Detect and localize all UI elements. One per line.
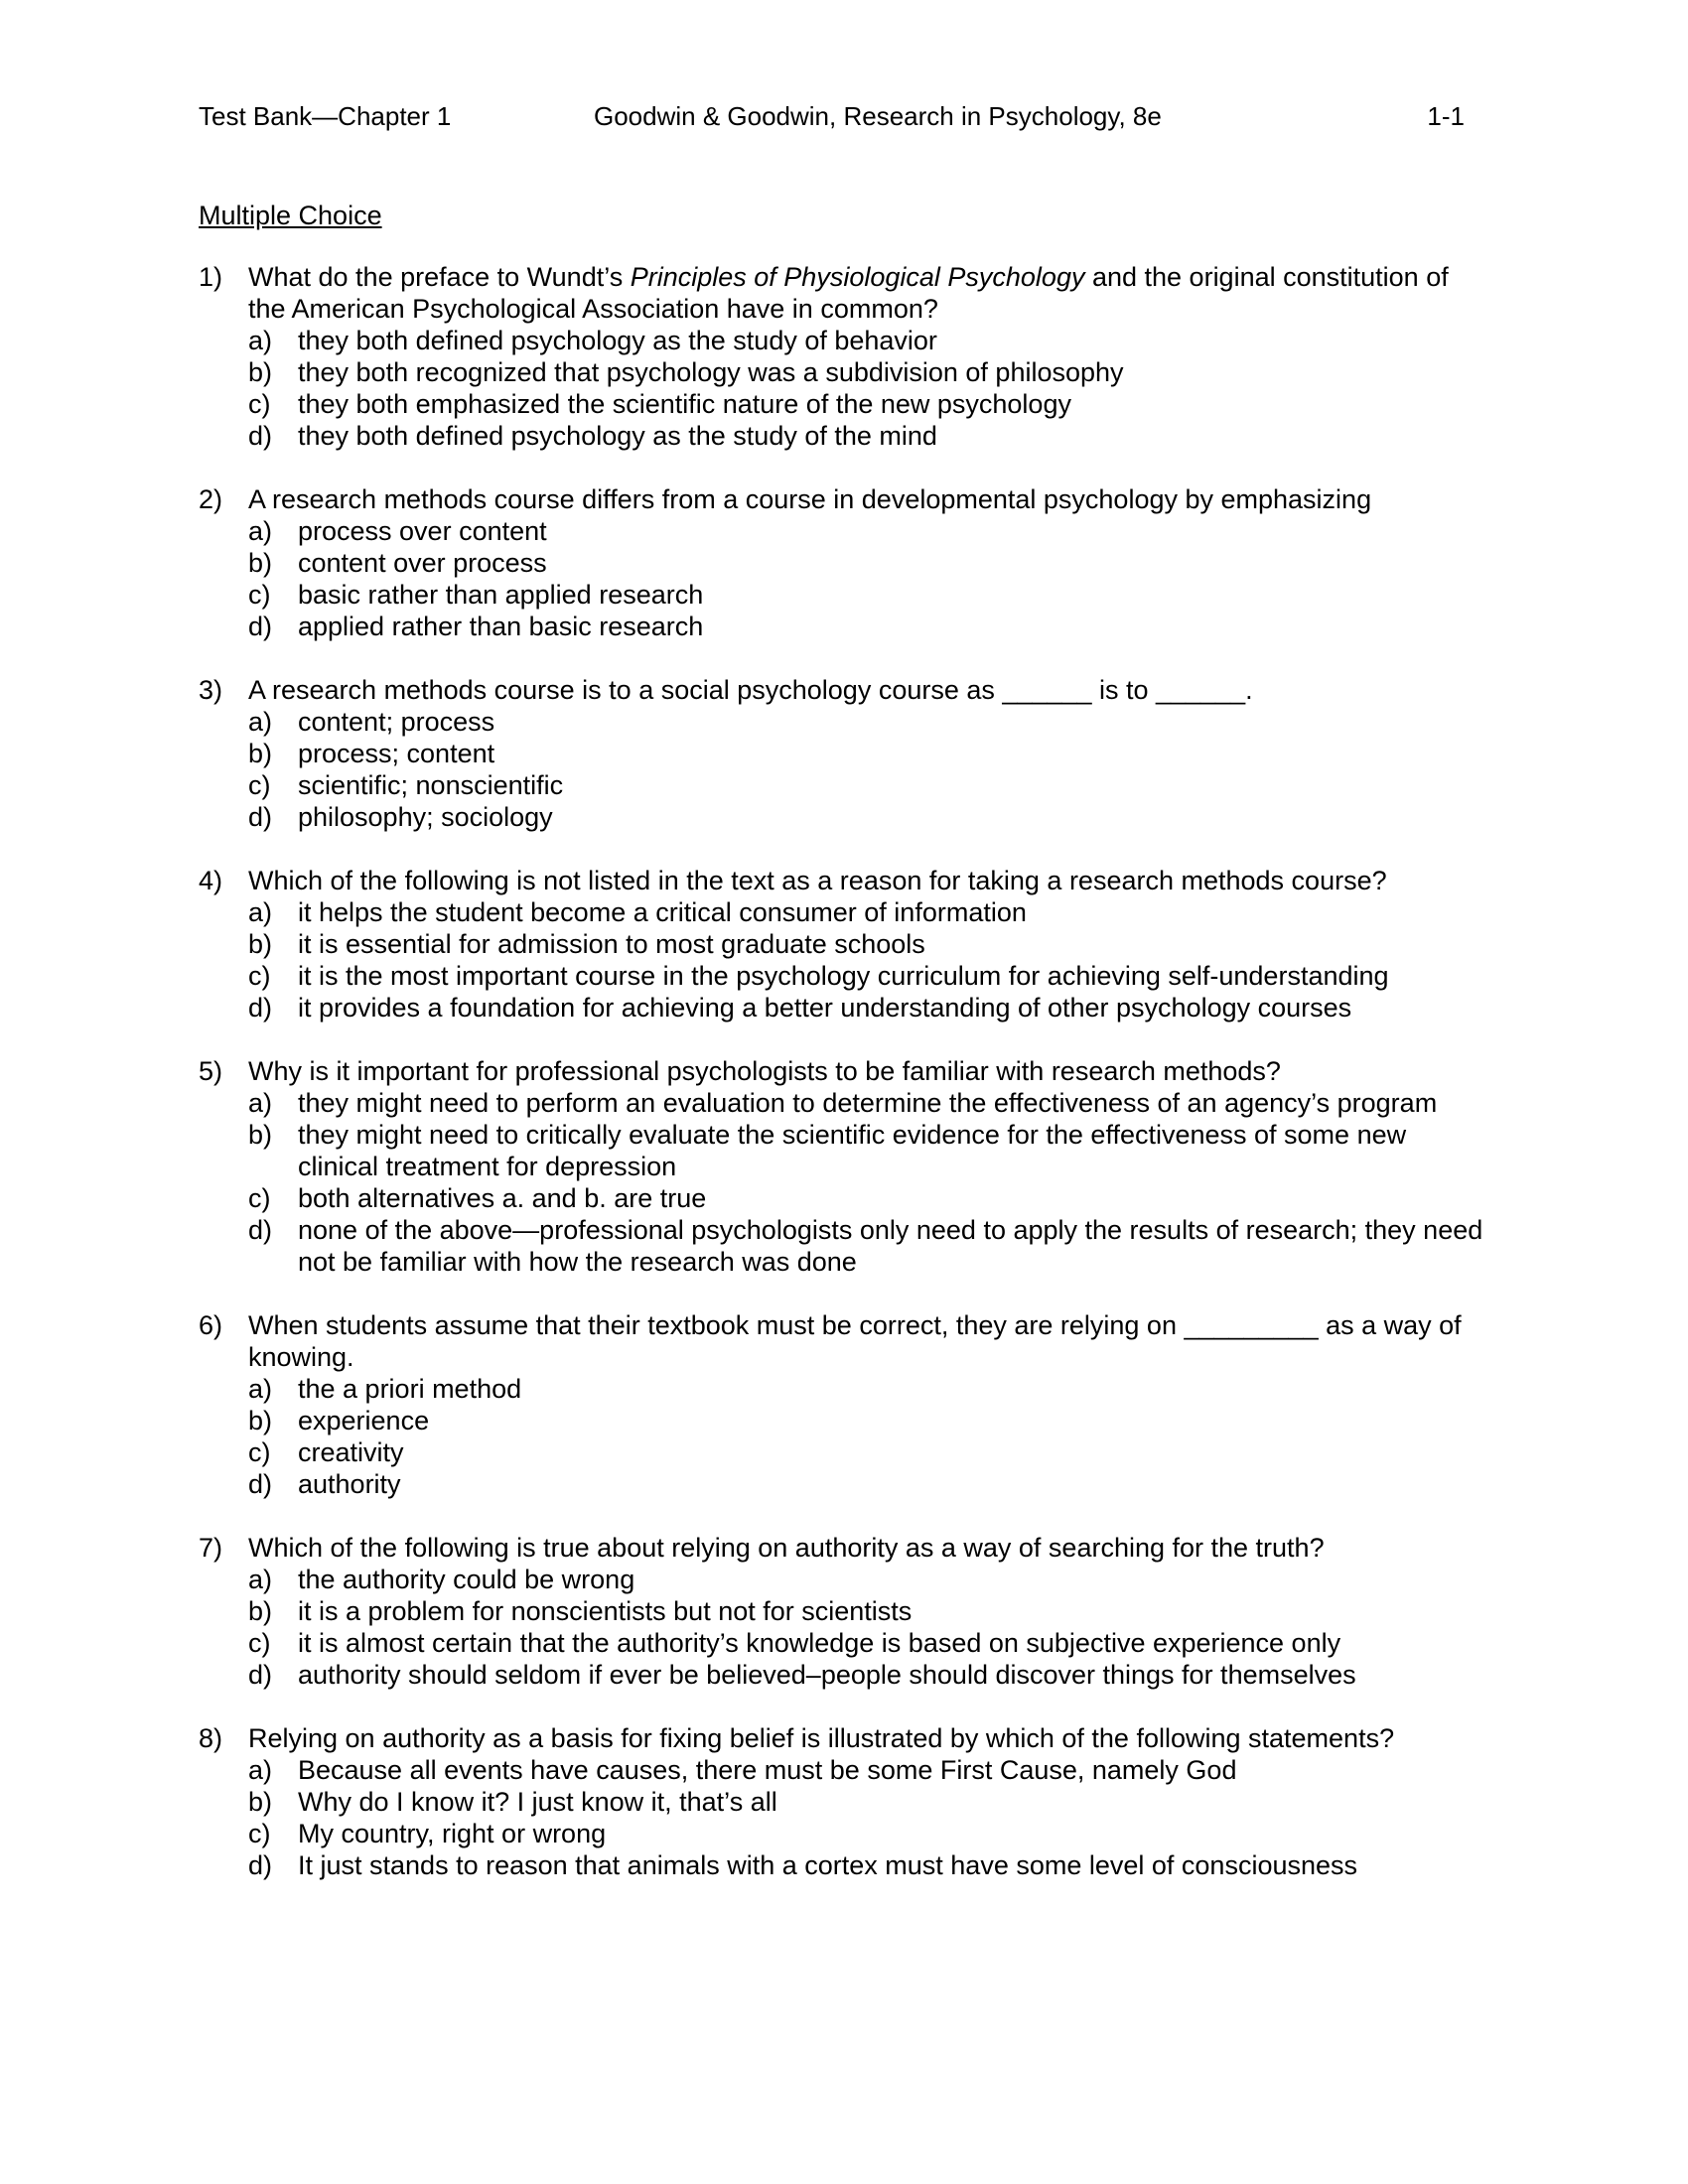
option-text: scientific; nonscientific <box>298 770 564 800</box>
question-list <box>199 261 1489 1913</box>
option-a <box>199 515 1489 547</box>
option-text: authority <box>298 1469 401 1499</box>
question-number: 4) <box>199 866 223 895</box>
question-3 <box>199 674 1489 833</box>
option-b <box>199 356 1489 388</box>
option-text: they both defined psychology as the study of the mind <box>298 421 937 451</box>
question-5 <box>199 1055 1489 1278</box>
option-text: content; process <box>298 707 495 737</box>
header-book-title: Goodwin & Goodwin, Research in Psychology, 8e <box>594 101 1162 131</box>
option-letter: c) <box>248 1183 271 1213</box>
option-d <box>199 420 1489 452</box>
option-letter: a) <box>248 516 273 546</box>
option-text: they might need to critically evaluate the scientific evidence for the effectiveness of some new clinical treatment for depression <box>298 1120 1407 1181</box>
book-title-italic: Principles of Physiological Psychology <box>630 262 1085 292</box>
option-letter: a) <box>248 707 273 737</box>
page-header <box>199 99 1465 133</box>
question-number: 7) <box>199 1533 223 1563</box>
option-letter: a) <box>248 1755 273 1785</box>
question-stem <box>199 1309 1489 1373</box>
option-text: they might need to perform an evaluation to determine the effectiveness of an agency’s program <box>298 1088 1438 1118</box>
question-2 <box>199 483 1489 642</box>
header-page-number: 1-1 <box>1427 101 1465 131</box>
stem-text: A research methods course differs from a course in developmental psychology by emphasizing <box>248 484 1372 514</box>
option-c <box>199 960 1489 992</box>
stem-text: Which of the following is not listed in the text as a reason for taking a research methods course? <box>248 866 1387 895</box>
option-letter: d) <box>248 993 273 1023</box>
question-number: 1) <box>199 262 223 292</box>
question-stem <box>199 674 1489 706</box>
option-text: it provides a foundation for achieving a better understanding of other psychology courses <box>298 993 1352 1023</box>
option-a <box>199 1087 1489 1119</box>
option-text: applied rather than basic research <box>298 612 704 641</box>
option-text: both alternatives a. and b. are true <box>298 1183 707 1213</box>
option-b <box>199 1595 1489 1627</box>
option-letter: c) <box>248 961 271 991</box>
option-letter: c) <box>248 1628 271 1658</box>
option-letter: d) <box>248 1469 273 1499</box>
question-6 <box>199 1309 1489 1500</box>
option-text: it is almost certain that the authority’s knowledge is based on subjective experience only <box>298 1628 1341 1658</box>
option-text: authority should seldom if ever be believed–people should discover things for themselves <box>298 1660 1356 1690</box>
option-text: Because all events have causes, there must be some First Cause, namely God <box>298 1755 1237 1785</box>
option-d <box>199 1214 1489 1278</box>
option-d <box>199 1468 1489 1500</box>
option-b <box>199 738 1489 769</box>
option-text: process; content <box>298 739 495 768</box>
option-text: content over process <box>298 548 547 578</box>
option-c <box>199 1627 1489 1659</box>
option-letter: d) <box>248 1215 273 1245</box>
option-d <box>199 611 1489 642</box>
stem-text: A research methods course is to a social psychology course as ______ is to ______. <box>248 675 1253 705</box>
option-letter: b) <box>248 739 273 768</box>
option-b <box>199 547 1489 579</box>
option-d <box>199 1659 1489 1691</box>
option-letter: b) <box>248 929 273 959</box>
option-letter: b) <box>248 1120 273 1150</box>
question-8 <box>199 1722 1489 1881</box>
stem-text: Relying on authority as a basis for fixing belief is illustrated by which of the following statements? <box>248 1723 1395 1753</box>
option-text: they both emphasized the scientific nature of the new psychology <box>298 389 1071 419</box>
question-4 <box>199 865 1489 1024</box>
option-text: it is a problem for nonscientists but not for scientists <box>298 1596 913 1626</box>
option-letter: b) <box>248 548 273 578</box>
option-letter: d) <box>248 1660 273 1690</box>
option-letter: d) <box>248 612 273 641</box>
option-text: creativity <box>298 1437 404 1467</box>
option-letter: c) <box>248 580 271 610</box>
question-number: 6) <box>199 1310 223 1340</box>
option-c <box>199 579 1489 611</box>
option-letter: b) <box>248 1406 273 1435</box>
option-text: none of the above—professional psychologists only need to apply the results of research; they need not be familiar with how the research was done <box>298 1215 1483 1277</box>
option-text: philosophy; sociology <box>298 802 553 832</box>
question-7 <box>199 1532 1489 1691</box>
option-c <box>199 1182 1489 1214</box>
question-stem <box>199 1055 1489 1087</box>
option-letter: c) <box>248 1819 271 1848</box>
option-a <box>199 1373 1489 1405</box>
option-letter: d) <box>248 802 273 832</box>
question-stem <box>199 1532 1489 1564</box>
option-d <box>199 1849 1489 1881</box>
option-b <box>199 928 1489 960</box>
option-text: Why do I know it? I just know it, that’s all <box>298 1787 777 1817</box>
option-c <box>199 769 1489 801</box>
option-text: My country, right or wrong <box>298 1819 607 1848</box>
stem-text: When students assume that their textbook must be correct, they are relying on _________ as a way of knowing. <box>248 1310 1462 1372</box>
option-b <box>199 1405 1489 1436</box>
option-letter: c) <box>248 1437 271 1467</box>
option-a <box>199 896 1489 928</box>
header-chapter: Test Bank—Chapter 1 <box>199 101 452 131</box>
option-text: the a priori method <box>298 1374 522 1404</box>
question-stem <box>199 483 1489 515</box>
option-a <box>199 1564 1489 1595</box>
question-stem <box>199 261 1489 325</box>
option-letter: b) <box>248 357 273 387</box>
option-letter: a) <box>248 326 273 355</box>
option-letter: b) <box>248 1787 273 1817</box>
option-c <box>199 1818 1489 1849</box>
option-text: It just stands to reason that animals with a cortex must have some level of consciousness <box>298 1850 1358 1880</box>
option-letter: d) <box>248 421 273 451</box>
option-letter: b) <box>248 1596 273 1626</box>
question-stem <box>199 865 1489 896</box>
question-number: 5) <box>199 1056 223 1086</box>
option-letter: a) <box>248 1374 273 1404</box>
option-c <box>199 1436 1489 1468</box>
stem-text: Why is it important for professional psychologists to be familiar with research methods? <box>248 1056 1281 1086</box>
option-text: basic rather than applied research <box>298 580 704 610</box>
option-letter: a) <box>248 897 273 927</box>
option-text: it helps the student become a critical consumer of information <box>298 897 1027 927</box>
section-title: Multiple Choice <box>199 201 382 230</box>
stem-text: and the original constitution of the American Psychological Association have in common? <box>248 262 1449 324</box>
question-number: 3) <box>199 675 223 705</box>
option-text: it is the most important course in the psychology curriculum for achieving self-understanding <box>298 961 1389 991</box>
option-a <box>199 325 1489 356</box>
option-text: they both defined psychology as the study of behavior <box>298 326 937 355</box>
question-number: 8) <box>199 1723 223 1753</box>
option-letter: a) <box>248 1565 273 1594</box>
option-letter: c) <box>248 389 271 419</box>
stem-text: Which of the following is true about relying on authority as a way of searching for the truth? <box>248 1533 1325 1563</box>
option-c <box>199 388 1489 420</box>
option-b <box>199 1119 1489 1182</box>
option-letter: a) <box>248 1088 273 1118</box>
option-d <box>199 801 1489 833</box>
option-letter: c) <box>248 770 271 800</box>
option-d <box>199 992 1489 1024</box>
option-letter: d) <box>248 1850 273 1880</box>
option-b <box>199 1786 1489 1818</box>
option-text: it is essential for admission to most graduate schools <box>298 929 925 959</box>
option-a <box>199 706 1489 738</box>
stem-text: What do the preface to Wundt’s <box>248 262 631 292</box>
option-text: process over content <box>298 516 547 546</box>
option-text: the authority could be wrong <box>298 1565 635 1594</box>
question-1 <box>199 261 1489 452</box>
option-text: experience <box>298 1406 430 1435</box>
option-a <box>199 1754 1489 1786</box>
question-number: 2) <box>199 484 223 514</box>
option-text: they both recognized that psychology was a subdivision of philosophy <box>298 357 1124 387</box>
question-stem <box>199 1722 1489 1754</box>
